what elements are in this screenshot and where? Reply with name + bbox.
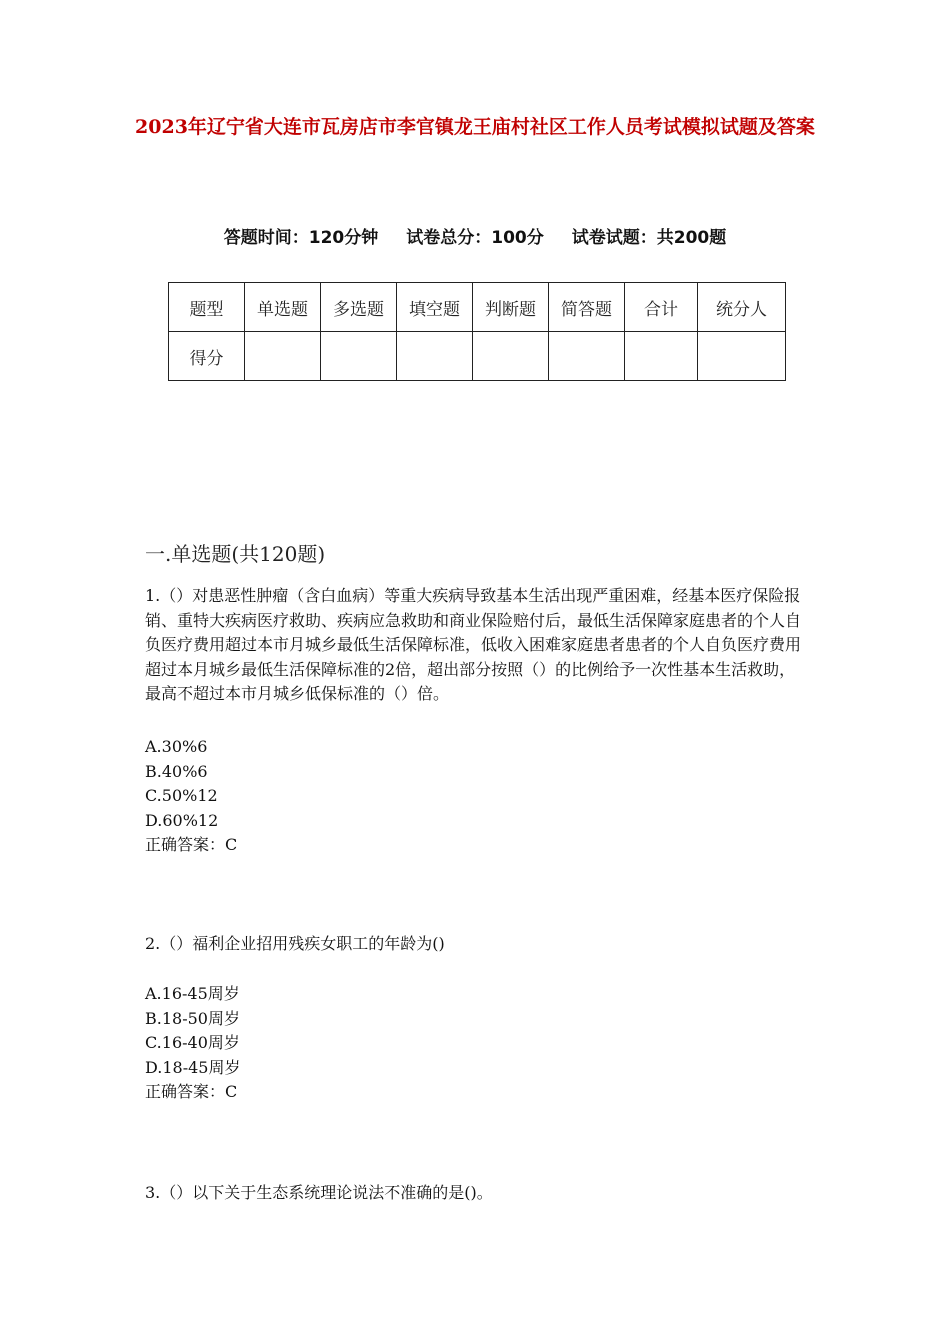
- score-cell: [321, 332, 397, 381]
- question-2-option-d: D.18-45周岁: [145, 1057, 241, 1077]
- score-table: [168, 282, 786, 381]
- score-cell: [698, 332, 786, 381]
- score-table-header-row: [169, 283, 786, 332]
- question-2: [145, 932, 810, 957]
- score-cell: [397, 332, 473, 381]
- question-1-options: [145, 735, 237, 858]
- question-1: [145, 584, 810, 707]
- score-cell: [625, 332, 698, 381]
- question-1-text: 1.（）对患恶性肿瘤（含白血病）等重大疾病导致基本生活出现严重困难，经基本医疗保险报销、重特大疾病医疗救助、疾病应急救助和商业保险赔付后，最低生活保障家庭患者的个人自负医疗费用超过本市月城乡最低生活保障标准，低收入困难家庭患者患者的个人自负医疗费用超过本月城乡最低生活保障标准的2倍，超出部分按照（）的比例给予一次性基本生活救助，最高不超过本市月城乡低保标准的（）倍。: [145, 586, 802, 703]
- score-cell: [549, 332, 625, 381]
- score-header-single: 单选题: [245, 283, 321, 332]
- section-heading: 一.单选题(共120题): [145, 542, 326, 566]
- question-2-option-b: B.18-50周岁: [145, 1008, 240, 1028]
- question-1-answer: 正确答案：C: [145, 835, 238, 854]
- question-3-text: 3.（）以下关于生态系统理论说法不准确的是()。: [145, 1183, 493, 1202]
- score-cell: [473, 332, 549, 381]
- exam-total-score: 试卷总分：100分: [406, 228, 544, 248]
- question-1-option-b: B.40%6: [145, 761, 208, 781]
- question-1-option-d: D.60%12: [145, 810, 219, 830]
- exam-info: [0, 226, 950, 250]
- score-header-judge: 判断题: [473, 283, 549, 332]
- score-header-type: 题型: [169, 283, 245, 332]
- question-2-option-c: C.16-40周岁: [145, 1033, 240, 1052]
- score-header-total: 合计: [625, 283, 698, 332]
- question-2-text: 2.（）福利企业招用残疾女职工的年龄为(): [145, 934, 445, 953]
- exam-time: 答题时间：120分钟: [223, 228, 379, 248]
- question-2-option-a: A.16-45周岁: [145, 984, 240, 1003]
- document-title: 2023年辽宁省大连市瓦房店市李官镇龙王庙村社区工作人员考试模拟试题及答案: [135, 116, 815, 138]
- score-header-grader: 统分人: [698, 283, 786, 332]
- question-2-options: [145, 982, 240, 1105]
- question-2-answer: 正确答案：C: [145, 1082, 238, 1101]
- score-header-multi: 多选题: [321, 283, 397, 332]
- score-cell: [245, 332, 321, 381]
- score-row-label: 得分: [169, 332, 245, 381]
- exam-total-questions: 试卷试题：共200题: [571, 228, 727, 248]
- score-table-score-row: [169, 332, 786, 381]
- question-3: [145, 1181, 810, 1206]
- question-1-option-a: A.30%6: [145, 737, 208, 756]
- score-header-fill: 填空题: [397, 283, 473, 332]
- question-1-option-c: C.50%12: [145, 786, 218, 805]
- score-header-short: 简答题: [549, 283, 625, 332]
